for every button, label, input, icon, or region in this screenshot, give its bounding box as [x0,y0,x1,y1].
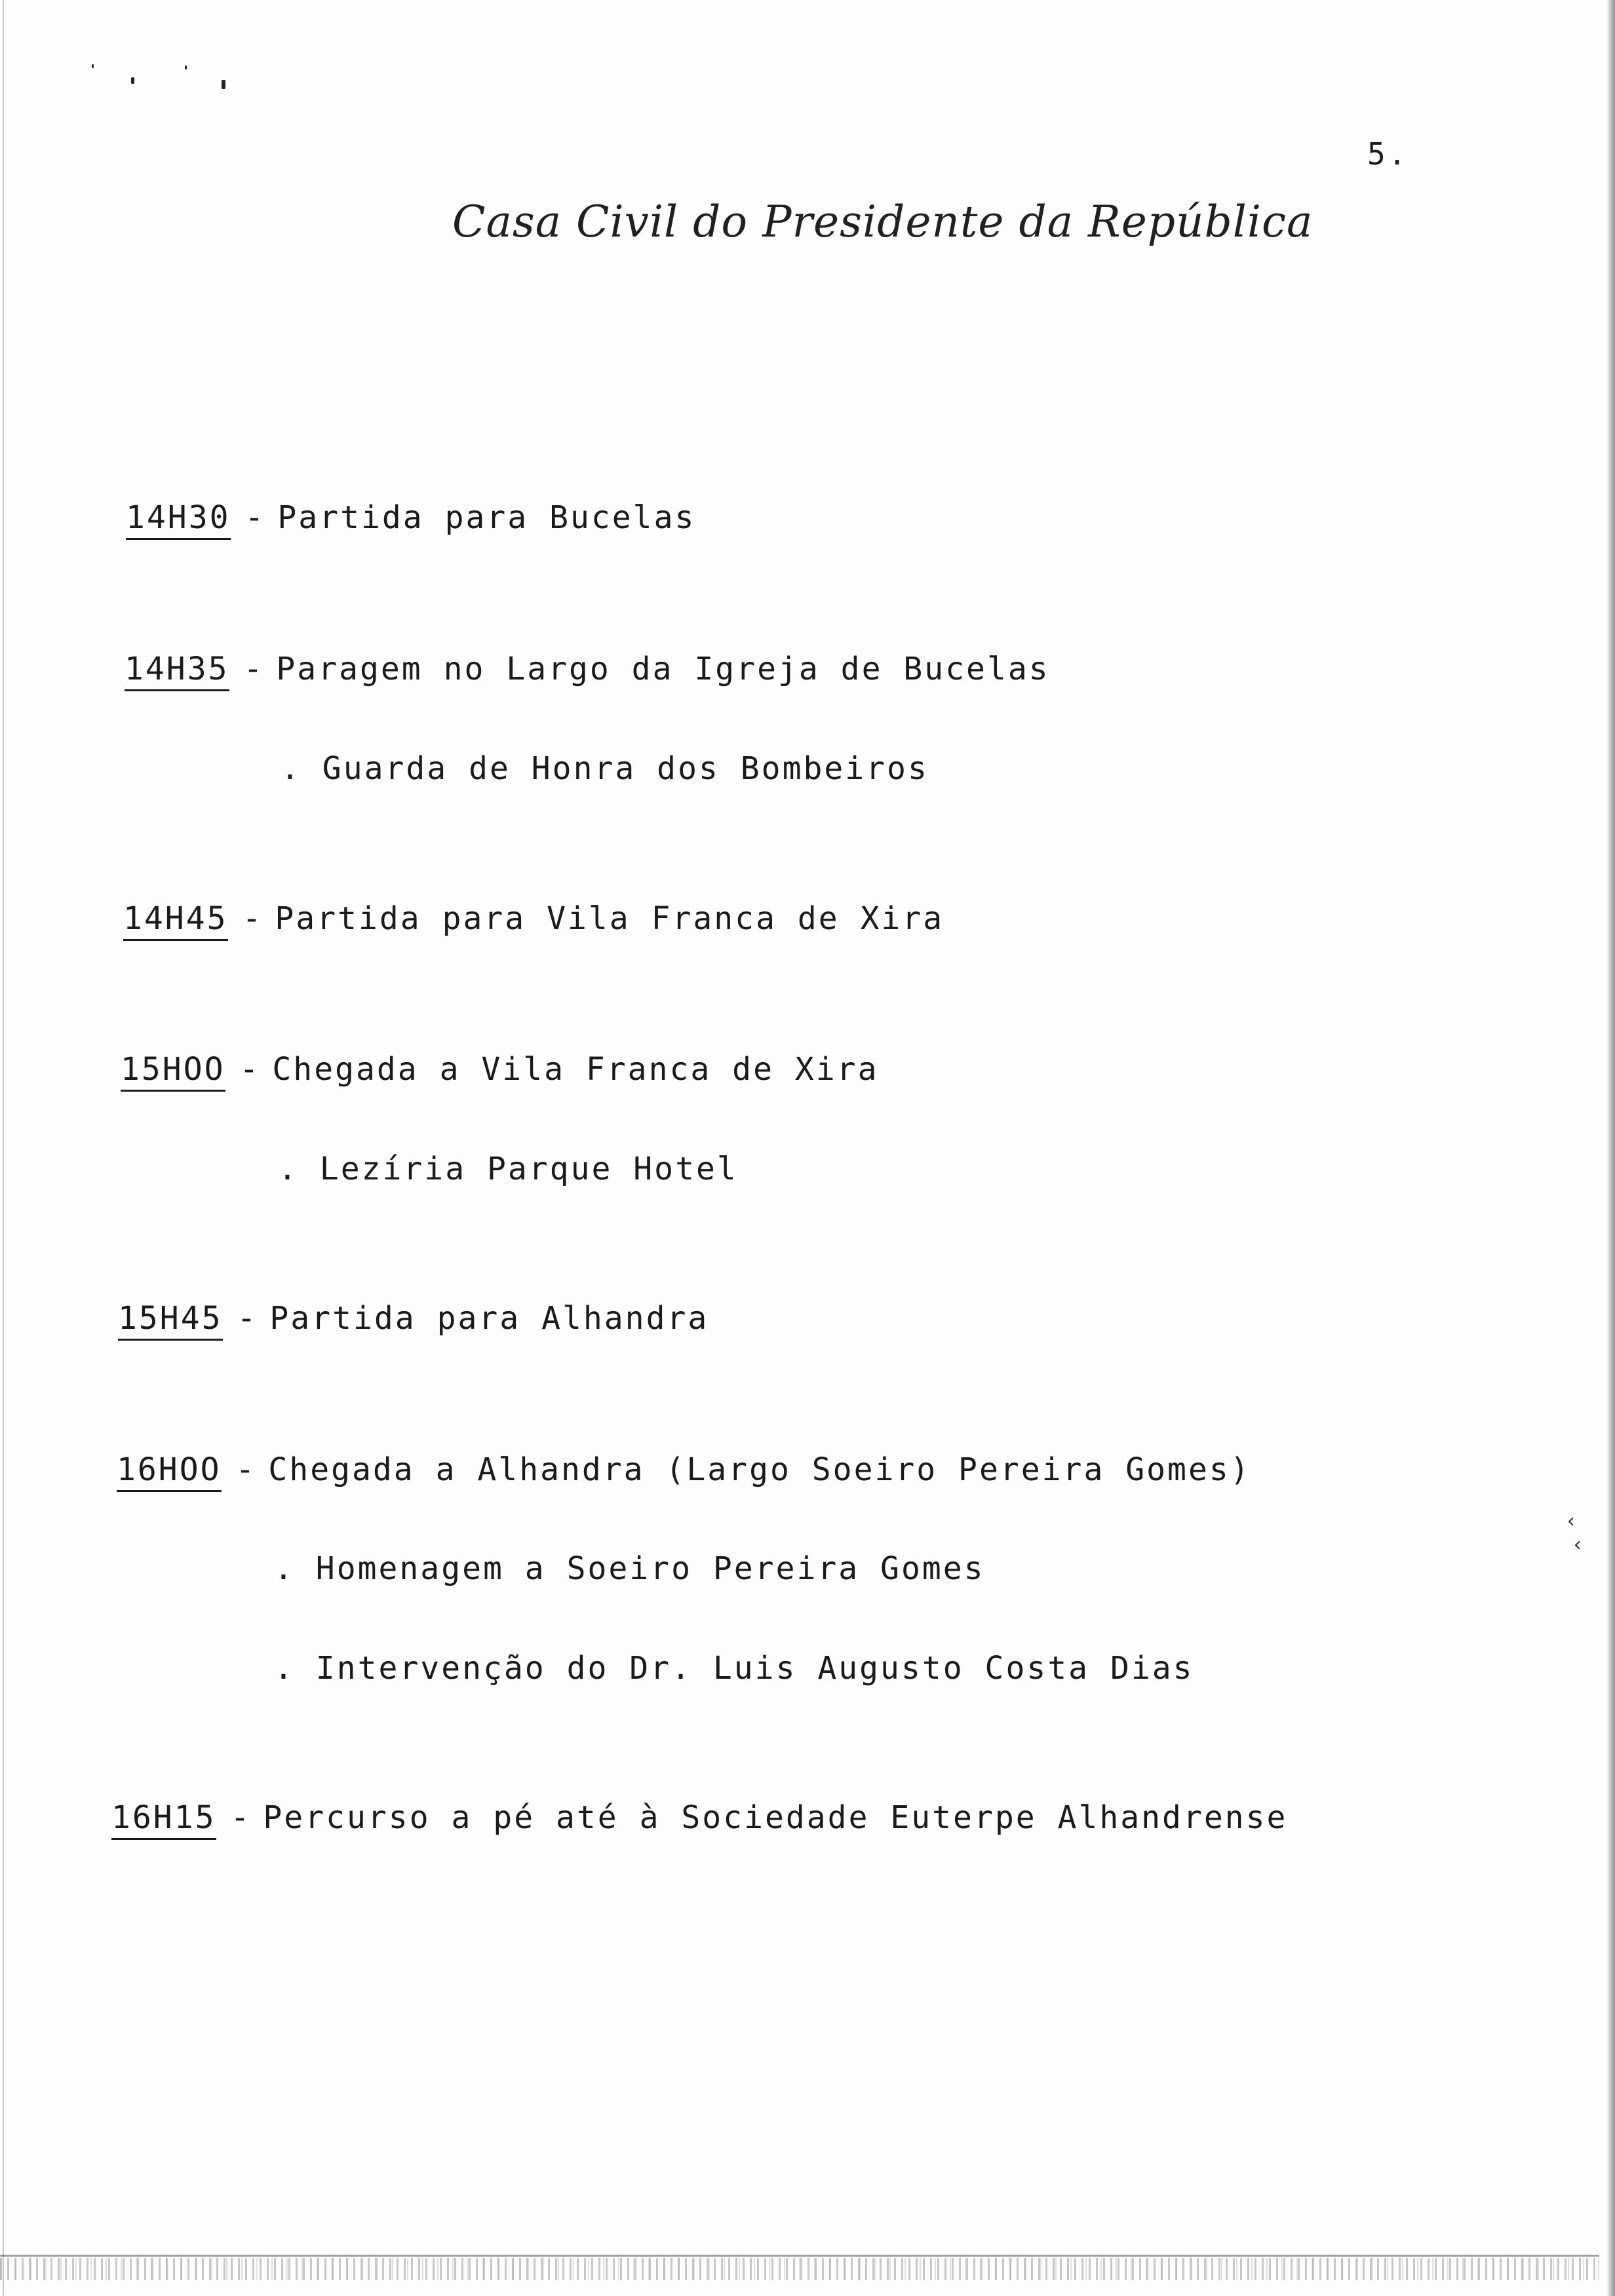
entry-separator: - [243,651,265,687]
entry-separator: - [242,900,263,937]
entry-text: Paragem no Largo da Igreja de Bucelas [276,651,1050,687]
entry-separator: - [244,499,266,536]
schedule-entry [126,499,695,540]
entry-separator: - [230,1799,252,1836]
entry-text: Chegada a Vila Franca de Xira [272,1051,879,1088]
entry-text: Partida para Vila Franca de Xira [275,900,944,937]
schedule-entry [117,1451,1251,1492]
page-number: 5. [1367,136,1409,172]
margin-mark: ‹ [1572,1533,1584,1556]
scan-bottom-line [0,2255,1599,2257]
scan-speck [185,66,187,69]
scan-bottom-noise [0,2258,1599,2280]
margin-mark: ‹ [1565,1510,1578,1533]
entry-time: 15HOO [121,1052,225,1092]
schedule-entry [123,900,944,941]
entry-text: Partida para Bucelas [277,499,696,536]
entry-subitem: . Guarda de Honra dos Bombeiros [281,750,929,787]
entry-time: 16H15 [111,1801,216,1840]
entry-time: 16HOO [117,1453,222,1492]
scan-speck [222,80,225,89]
entry-time: 15H45 [118,1301,223,1341]
letterhead: Casa Civil do Presidente da República [452,197,1313,247]
schedule-entry [111,1799,1287,1840]
entry-text: Percurso a pé até à Sociedade Euterpe Alhandrense [263,1799,1288,1836]
scan-right-edge [1607,0,1615,2296]
entry-separator: - [235,1451,257,1488]
entry-subitem: . Homenagem a Soeiro Pereira Gomes [274,1550,985,1587]
entry-separator: - [237,1300,258,1337]
scan-speck [131,77,134,84]
schedule-entry [121,1051,878,1092]
entry-time: 14H45 [123,902,228,941]
schedule-entry [125,651,1050,691]
entry-text: Chegada a Alhandra (Largo Soeiro Pereira Gomes) [268,1451,1251,1488]
entry-subitem: . Intervenção do Dr. Luis Augusto Costa Dias [274,1650,1194,1687]
entry-text: Partida para Alhandra [269,1300,709,1337]
entry-time: 14H30 [126,501,231,540]
schedule-entry [118,1300,709,1341]
scan-left-edge [3,0,4,2296]
entry-subitem: . Lezíria Parque Hotel [278,1151,738,1187]
entry-separator: - [239,1051,261,1088]
entry-time: 14H35 [125,652,229,691]
scan-speck [92,64,94,68]
